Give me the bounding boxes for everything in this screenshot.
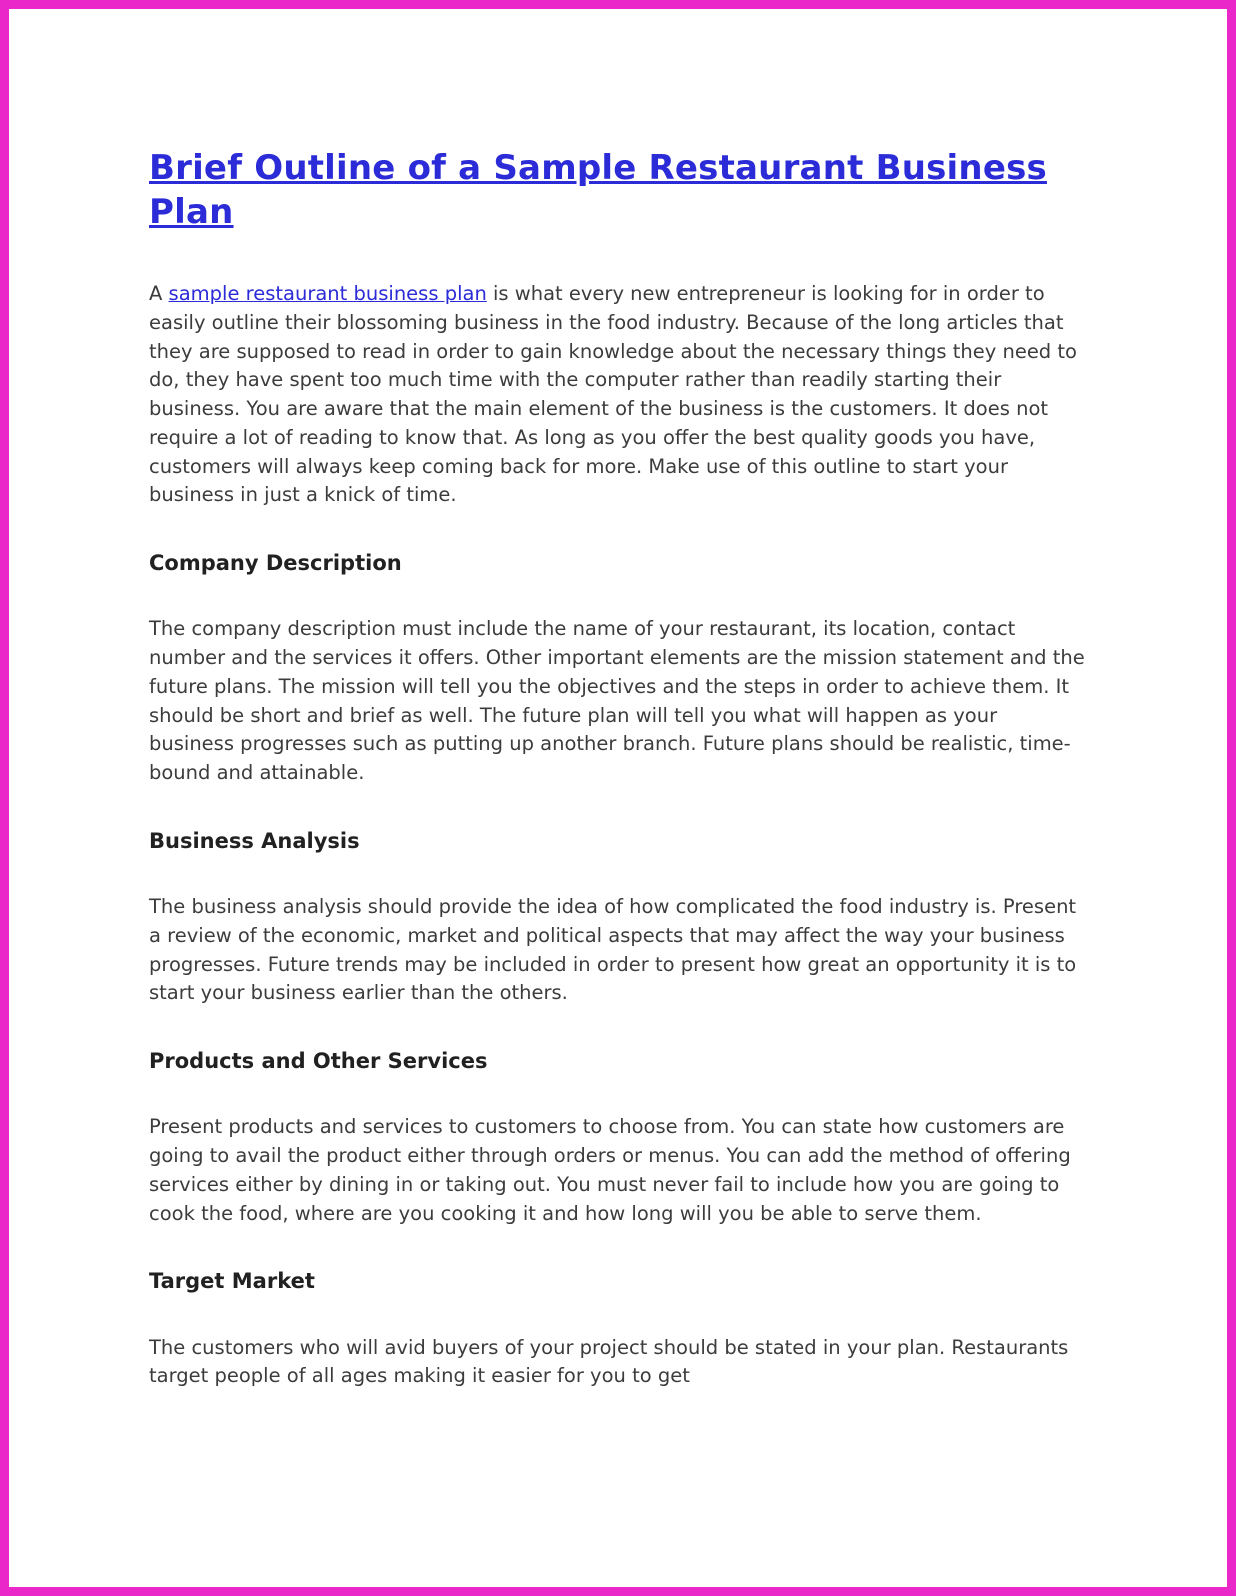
section-heading-products-and-other-services: Products and Other Services [149,1049,488,1074]
section-body-products-and-other-services: Present products and services to customers to choose from. You can state how customers are going to avail the product either through orders or menus. You can add the method of offering services either by dining in or taking out. You must never fail to include how you are going to cook the food, where are you cooking it and how long will you be able to serve them. [149,1115,1071,1225]
sample-restaurant-business-plan-link[interactable]: sample restaurant business plan [168,282,487,306]
intro-prefix: A [149,282,169,306]
section-body-business-analysis: The business analysis should provide the idea of how complicated the food industry is. Present a review of the economic, market and political aspects that may affect the way your business progresses. Future trends may be included in order to present how great an opportunity it is to start your business earlier than the others. [149,895,1077,1005]
section-heading-business-analysis: Business Analysis [149,828,360,853]
intro-paragraph [149,280,1087,510]
section-body-company-description: The company description must include the name of your restaurant, its location, contact number and the services it offers. Other important elements are the mission statement and the future plans. The mission will tell you the objectives and the steps in order to achieve them. It should be short and brief as well. The future plan will tell you what will happen as your business progresses such as putting up another branch. Future plans should be realistic, time-bound and attainable. [149,617,1085,785]
section-heading-company-description: Company Description [149,551,402,576]
section-body-target-market: The customers who will avid buyers of your project should be stated in your plan. Restaurants target people of all ages making it easier for you to get [149,1335,1069,1388]
section-products-and-other-services [149,1048,1087,1228]
document-content [9,9,1227,1431]
section-company-description [149,550,1087,788]
section-business-analysis [149,828,1087,1008]
page-title: Brief Outline of a Sample Restaurant Business Plan [149,148,1047,232]
intro-rest: is what every new entrepreneur is looking for in order to easily outline their blossoming business in the food industry. Because of the long articles that they are supposed to read in order to gain knowledge about the necessary things they need to do, they have spent too much time with the computer rather than readily starting their business. You are aware that the main element of the business is the customers. It does not require a lot of reading to know that. As long as you offer the best quality goods you have, customers will always keep coming back for more. Make use of this outline to start your business in just a knick of time. [149,282,1077,507]
section-heading-target-market: Target Market [149,1269,315,1294]
section-target-market [149,1268,1087,1391]
